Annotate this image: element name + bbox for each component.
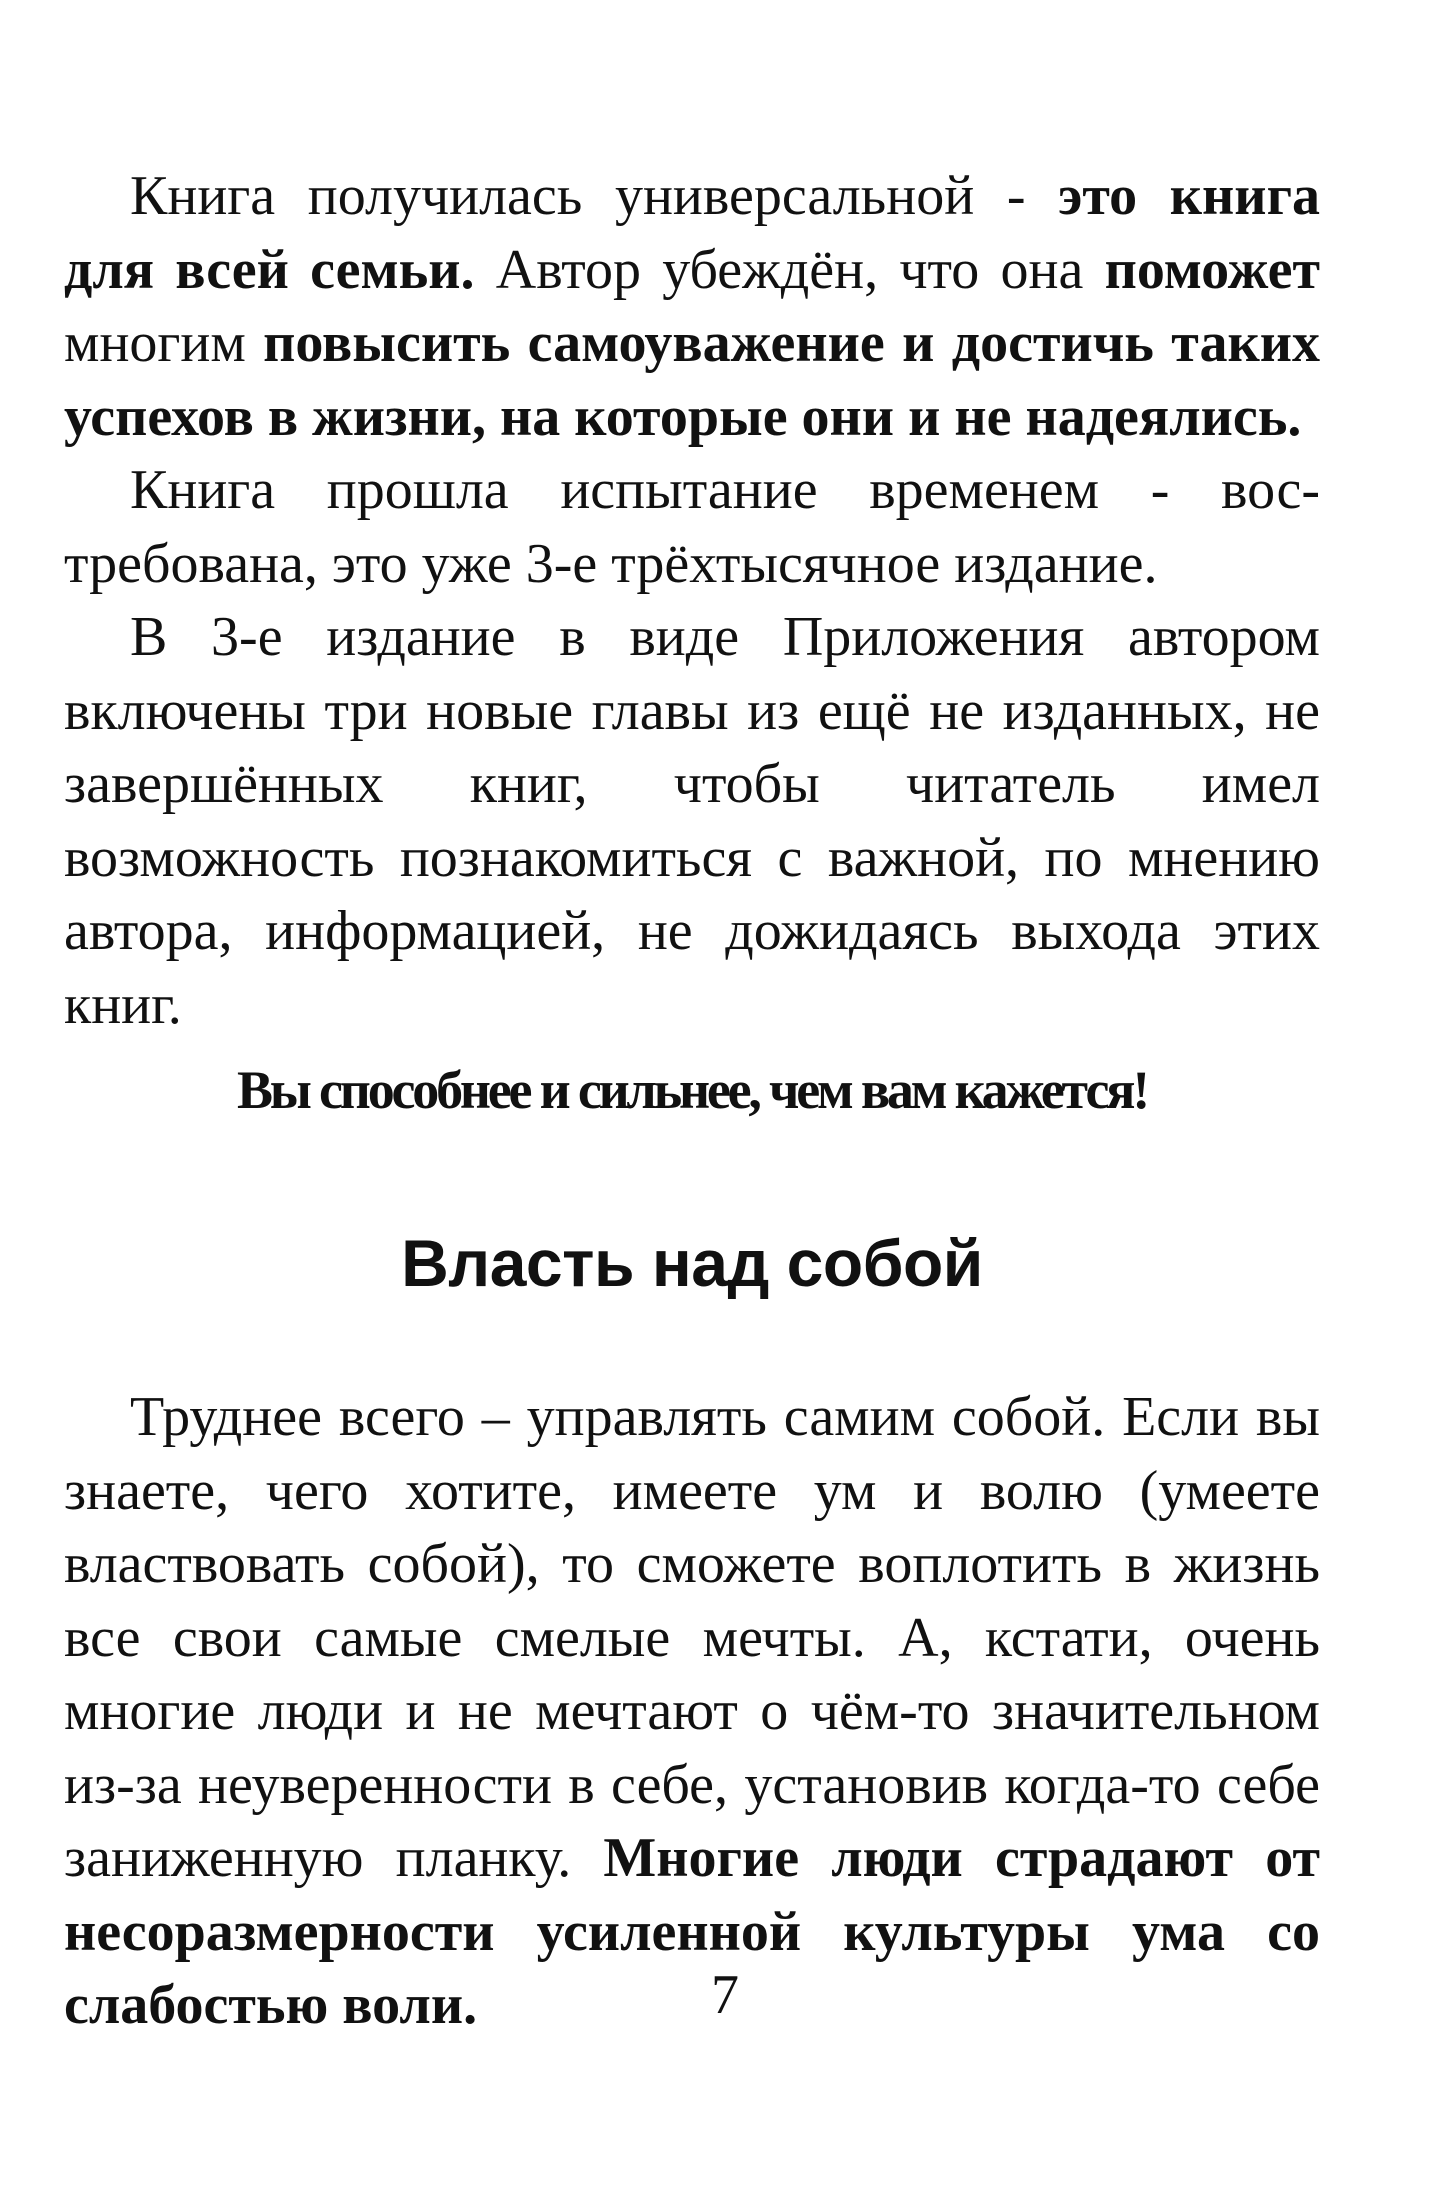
intro-p1-bold-1: это книга для всей семьи. xyxy=(64,165,1320,301)
book-page xyxy=(64,160,1320,2043)
chapter-p1-bold-1: Многие люди страдают от несоразмерности усиленной культуры ума со слабостью воли. xyxy=(64,1827,1320,2036)
chapter-paragraph-1 xyxy=(64,1381,1320,2043)
intro-paragraph-2: Книга прошла испытание временем - востребована, это уже 3-е трёхтысячное издание. xyxy=(64,459,1320,595)
intro-paragraph-1 xyxy=(64,160,1320,454)
chapter-title: Власть над собой xyxy=(401,1226,983,1300)
slogan: Вы способнее и сильнее, чем вам кажется! xyxy=(236,1060,1148,1120)
intro-p1-text-3: многим xyxy=(64,312,264,374)
intro-p1-bold-2: поможет xyxy=(1104,238,1321,301)
intro-p1-text-1: Книга получилась универсальной - xyxy=(130,165,1059,227)
intro-paragraph-3: В 3-е издание в виде Приложения автором включены три новые главы из ещё не изданных, не завершённых книг, чтобы читатель имел возможность познакомиться с важной, по мнению автора, информацией, не дожидаясь выхода этих книг. xyxy=(64,606,1320,1036)
intro-p1-text-2: Автор убеждён, что она xyxy=(474,238,1105,301)
page-number: 7 xyxy=(711,1964,739,2026)
intro-p1-bold-3: повысить самоуважение и достичь таких успехов в жизни, на которые они и не надеялись. xyxy=(64,312,1321,448)
chapter-p1-text-1: Труднее всего – управлять самим собой. Если вы знаете, чего хотите, имеете ум и волю (умеете властвовать собой), то сможете воплотить в жизнь все свои самые смелые мечты. А, кстати, очень многие люди и не мечтают о чём-то значительном из-за неуверенности в себе, установив когда-то себе заниженную планку. xyxy=(64,1386,1320,1889)
